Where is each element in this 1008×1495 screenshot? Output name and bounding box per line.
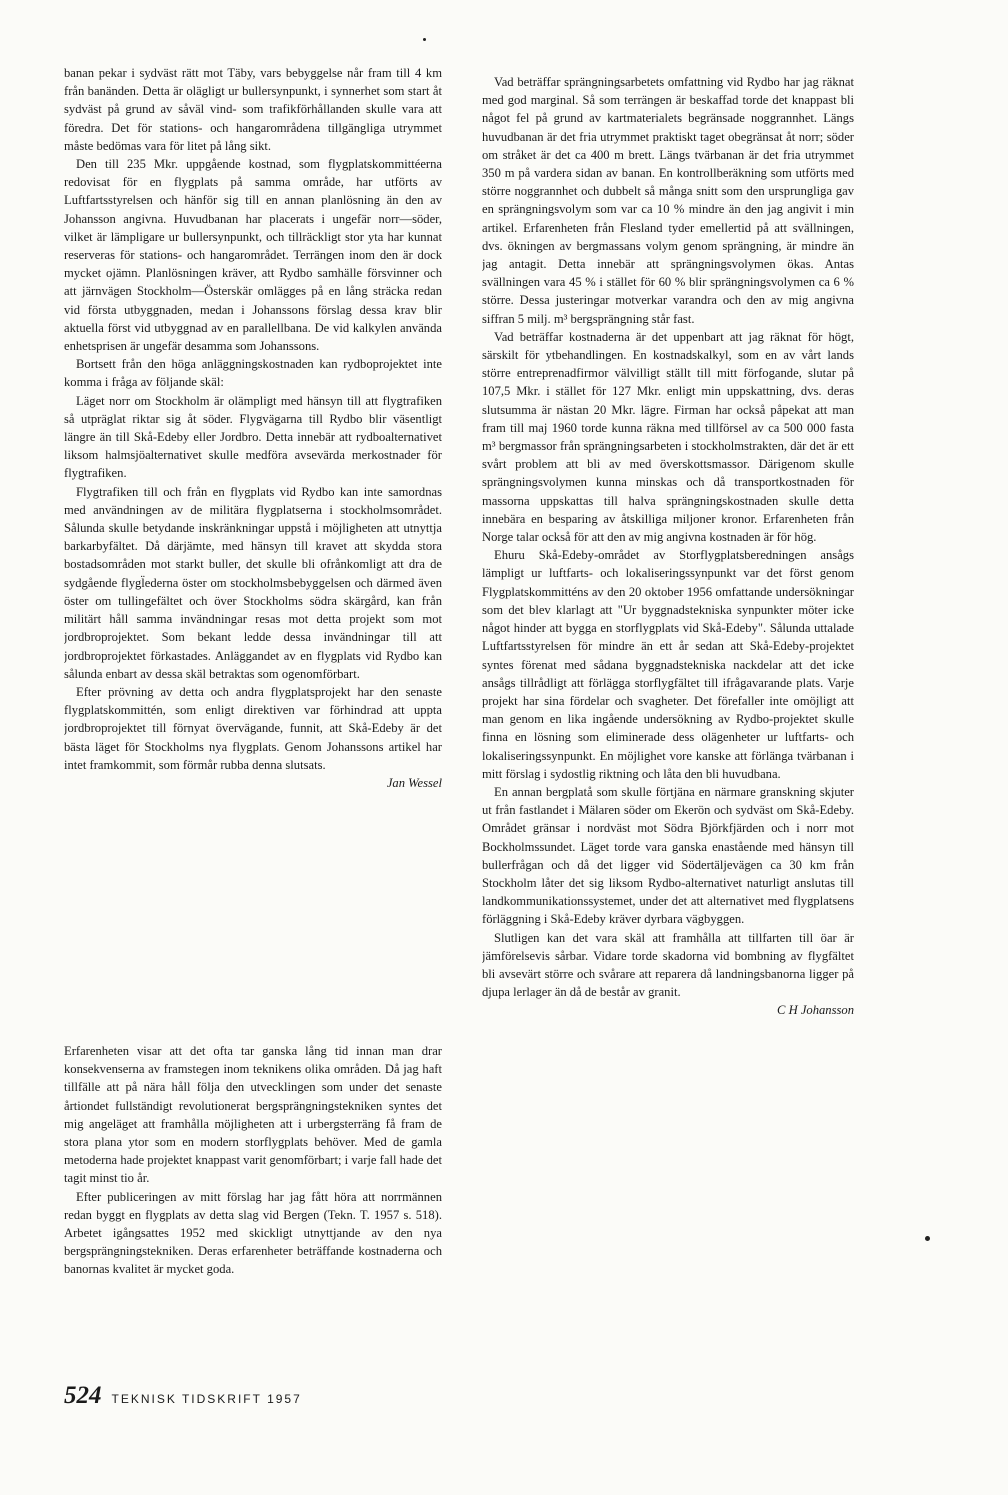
author-signature: C H Johansson	[777, 1003, 854, 1018]
paragraph: Bortsett från den höga anläggningskostnaden kan rydboprojektet inte komma i fråga av följande skäl:	[64, 357, 442, 390]
author-signature: Jan Wessel	[386, 775, 442, 790]
page-footer	[64, 1382, 302, 1410]
paragraph: Flygtrafiken till och från en flygplats vid Rydbo kan inte samordnas med användningen av de militära flygplatserna i stockholmsområdet. Sålunda skulle betydande inskränkningar uppstå i möjligheten att utnyttja barkarbyfältet. Då därjämte, med hänsyn till kravet att skydda stora bostadsområden mot starkt buller, det skulle bli ofrånkomligt att dra de sydgående flygl̈ederna öster om stockholmsbebyggelsen och därmed även öster om tullingefältet och över Stockholms södra skärgård, kan från militärt håll samma invändningar resas mot detta projekt som mot jordbroprojektet. Som bekant ledde dessa invändningar till att jordbroprojektet förkastades. Anläggandet av en flygplats vid Rydbo kan sålunda enbart av dessa skäl betraktas som ogenomförbart.	[64, 484, 442, 681]
paragraph: Ehuru Skå-Edeby-området av Storflygplatsberedningen ansågs lämpligt ur luftfarts- och lokaliseringssynpunkt var det först genom Flygplatskommitténs av den 20 oktober 1956 omfattande undersökningar som det blev klarlagt att "Ur byggnadstekniska synpunkter möter icke något hinder att bygga en storflygplats vid Skå-Edeby". Sålunda uttalade Luftfartsstyrelsen för mindre än ett år sedan att Skå-Edeby-projektet syntes förenat med sådana byggnadstekniska nackdelar att det icke ansågs tillrådligt att förlägga storflygfältet till ifrågavarande plats. Varje projekt har sina fördelar och svagheter. Det förefaller inte omöjligt att man genom en lika ingående undersökning av Rydbo-projektet skulle finna en lösning som eliminerade dess olägenheter ur luftfarts- och lokaliseringssynpunkt. En möjlighet vore kanske att förlänga tvärbanan i mitt förslag i sydostlig riktning och låta den bli huvudbana.	[482, 548, 854, 781]
paragraph: Slutligen kan det vara skäl att framhålla att tillfarten till öar är jämförelsevis sårbar. Vidare torde skadorna vid bombning av flygfältet bli avsevärt större och svårare att reparera då landningsbanorna ligger på djupa lerlager än då de består av granit.	[482, 930, 854, 1000]
right-column	[482, 73, 854, 1373]
paragraph: En annan bergplatå som skulle förtjäna en närmare granskning skjuter ut från fastlandet i Mälaren söder om Ekerön och sydväst om Skå-Edeby. Området gränsar i nordväst mot Södra Björkfjärden och i norr mot Bockholmssundet. Läget torde vara ganska enastående med hänsyn till bullerfrågan och då det ligger vid Södertäljevägen ca 30 km från Stockholm låter det sig liksom Rydbo-alternativet naturligt anslutas till landkommunikationssystemet, under det att alternativet med flygplatsens förläggning i Skå-Edeby kräver dyrbara vägbyggen.	[482, 784, 854, 927]
scan-speck	[423, 38, 426, 41]
left-column-bottom	[64, 1042, 442, 1362]
paragraph: Erfarenheten visar att det ofta tar ganska lång tid innan man drar konsekvenserna av framstegen inom teknikens olika områden. Då jag haft tillfälle att på nära håll följa den utvecklingen som under det senaste årtiondet fullständigt revolutionerat bergsprängningstekniken syntes det mig angeläget att framhålla möjligheten att i urbergsterräng få fram de stora plana ytor som en modern storflygplats behöver. Med de gamla metoderna hade projektet knappast varit genomförbart; i varje fall hade det tagit minst tio år.	[64, 1044, 442, 1186]
paragraph: Vad beträffar kostnaderna är det uppenbart att jag räknat för högt, särskilt för ytbehandlingen. En kostnadskalkyl, som en av vårt lands större entreprenadfirmor välvilligt ställt till mitt förfogande, slutar på 107,5 Mkr. i stället för 127 Mkr. enligt min uppskattning, dvs. deras slutsumma är nästan 20 Mkr. lägre. Firman har också påpekat att man fram till maj 1960 torde kunna räkna med tillförsel av ca 500 000 fasta m³ bergmassor från sprängningsarbeten i stockholmstrakten, där det är ett svårt problem att bli av med överskottsmassor. Därigenom skulle sprängningsvolymen kunna minskas och då transportkostnaden för massorna uppskattas till halva sprängningskostnaden skulle detta innebära en besparing av åtskilliga miljoner kronor. Erfarenheten från Norge talar också för att den av mig angivna kostnaden är för hög.	[482, 329, 854, 545]
paragraph: Efter publiceringen av mitt förslag har jag fått höra att norrmännen redan byggt en flygplats av detta slag vid Bergen (Tekn. T. 1957 s. 518). Arbetet igångsattes 1952 med skickligt utnyttjande av den nya bergsprängningstekniken. Deras erfarenheter beträffande kostnaderna och banornas kvalitet är mycket goda.	[64, 1189, 442, 1277]
paragraph: Vad beträffar sprängningsarbetets omfattning vid Rydbo har jag räknat med god marginal. Så som terrängen är beskaffad torde det knappast bli något fel på grund av kartmaterialets begränsade noggrannhet. Längs huvudbanan är det fria utrymmet praktiskt taget obegränsat åt norr; söder om stråket är det ca 400 m brett. Längs tvärbanan är det fria utrymmet 350 m på vardera sidan av banan. En kontrollberäkning som utförts med större noggrannhet och dubbelt så många snitt som den ursprungliga gav en sprängningsvolym som var ca 10 % mindre än den jag angivit i min artikel. Erfarenheten från Flesland tyder emellertid på att svällningen, dvs. ökningen av bergmassans volym genom sprängning, är mindre än jag antagit. Detta innebär att sprängningsvolymen ökas. Antas svällningen vara 45 % i stället för 60 % blir sprängningsvolymen ca 6 % större. Dessa justeringar motverkar varandra och den av mig angivna siffran 5 milj. m³ bergsprängning står fast.	[482, 75, 854, 326]
page-number: 524	[64, 1382, 102, 1409]
paragraph: banan pekar i sydväst rätt mot Täby, vars bebyggelse når fram till 4 km från banänden. Detta är olägligt ur bullersynpunkt, i synnerhet som start åt sydväst på grund av såväl vind- som trafikförhållanden skulle vara att föredra. Det för stations- och hangarområdena tillgängliga utrymmet måste bedömas vara för litet på lång sikt.	[64, 66, 442, 153]
left-column-top	[64, 64, 442, 1039]
paragraph: Efter prövning av detta och andra flygplatsprojekt har den senaste flygplatskommittén, som enligt direktiven var förhindrad att uppta jordbroprojektet till förnyat övervägande, funnit, att Skå-Edeby är det bästa läget för Stockholms nya flygplats. Genom Johanssons artikel har intet framkommit, som förmår rubba denna slutsats.	[64, 684, 442, 772]
paragraph: Läget norr om Stockholm är olämpligt med hänsyn till att flygtrafiken så utpräglat riktar sig åt söder. Flygvägarna till Rydbo blir väsentligt längre än till Skå-Edeby eller Jordbro. Detta innebär att rydboalternativet liksom halmsjöalternativet skulle medföra avsevärda merkostnader för flygtrafiken.	[64, 393, 442, 481]
scan-speck	[925, 1236, 930, 1241]
paragraph: Den till 235 Mkr. uppgående kostnad, som flygplatskommittéerna redovisat för en flygplats på samma område, har utförts av Luftfartsstyrelsen och hänför sig till en annan planlösning än den av Johansson angivna. Huvudbanan har placerats i ungefär norr—söder, vilket är lämpligare ur bullersynpunkt, och tillräckligt stor yta har kunnat reserveras för stations- och hangarområdet. Terrängen inom den är dock mycket ojämn. Planlösningen kräver, att Rydbo samhälle försvinner och att järnvägen Stockholm—Österskär omlägges på en lång sträcka redan vid första utbyggnaden, medan i Johanssons förslag dessa krav blir aktuella först vid utbyggnad av en parallellbana. De vid kalkylen använda enhetsprisen är ungefär desamma som Johanssons.	[64, 157, 442, 354]
journal-name: TEKNISK TIDSKRIFT 1957	[111, 1392, 302, 1406]
